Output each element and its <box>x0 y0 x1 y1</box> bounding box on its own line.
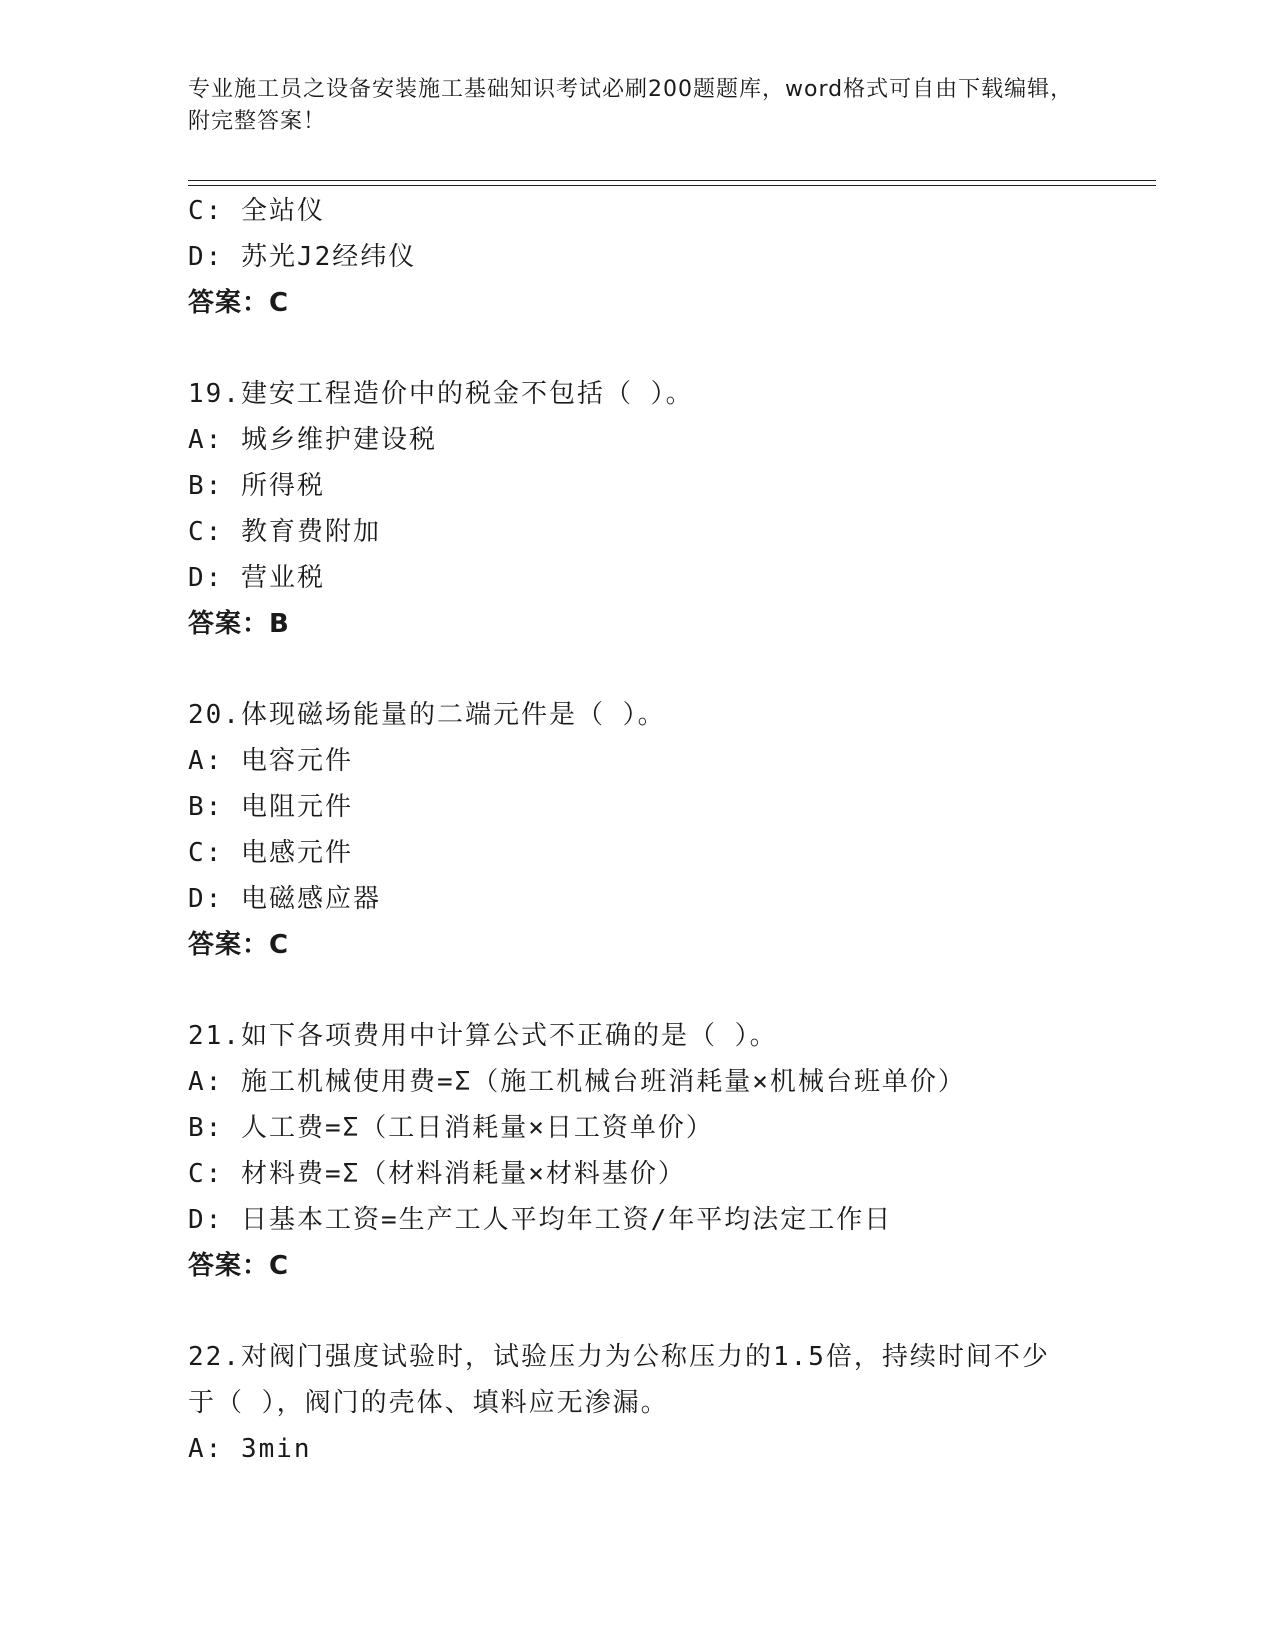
question-stem: 21.如下各项费用中计算公式不正确的是（ ）。 <box>188 1021 778 1051</box>
question-content <box>188 188 1128 1472</box>
option-line: D: 苏光J2经纬仪 <box>188 242 417 272</box>
option-line: C: 材料费=Σ（材料消耗量×材料基价） <box>188 1159 686 1189</box>
option-line: D: 营业税 <box>188 563 325 593</box>
answer-line: 答案：C <box>188 288 290 318</box>
answer-line: 答案：C <box>188 930 290 960</box>
option-line: D: 电磁感应器 <box>188 884 381 914</box>
option-line: B: 人工费=Σ（工日消耗量×日工资单价） <box>188 1113 714 1143</box>
header-rule-bottom <box>188 185 1156 186</box>
option-line: A: 电容元件 <box>188 746 353 776</box>
option-line: C: 全站仪 <box>188 196 325 226</box>
question-stem: 20.体现磁场能量的二端元件是（ ）。 <box>188 700 666 730</box>
answer-line: 答案：C <box>188 1251 290 1281</box>
option-line: C: 教育费附加 <box>188 517 381 547</box>
document-header: 专业施工员之设备安装施工基础知识考试必刷200题题库，word格式可自由下载编辑，附完整答案！ <box>188 77 1074 134</box>
question-stem: 19.建安工程造价中的税金不包括（ ）。 <box>188 379 694 409</box>
option-line: A: 施工机械使用费=Σ（施工机械台班消耗量×机械台班单价） <box>188 1067 966 1097</box>
option-line: A: 城乡维护建设税 <box>188 425 437 455</box>
option-line: B: 电阻元件 <box>188 792 353 822</box>
option-line: D: 日基本工资=生产工人平均年工资/年平均法定工作日 <box>188 1205 893 1235</box>
option-line: C: 电感元件 <box>188 838 353 868</box>
option-line: A: 3min <box>188 1434 312 1464</box>
option-line: B: 所得税 <box>188 471 325 501</box>
question-stem: 22.对阀门强度试验时，试验压力为公称压力的1.5倍，持续时间不少于（ ），阀门的壳体、填料应无渗漏。 <box>188 1342 1050 1418</box>
header-rule-top <box>188 180 1156 181</box>
answer-line: 答案：B <box>188 609 290 639</box>
